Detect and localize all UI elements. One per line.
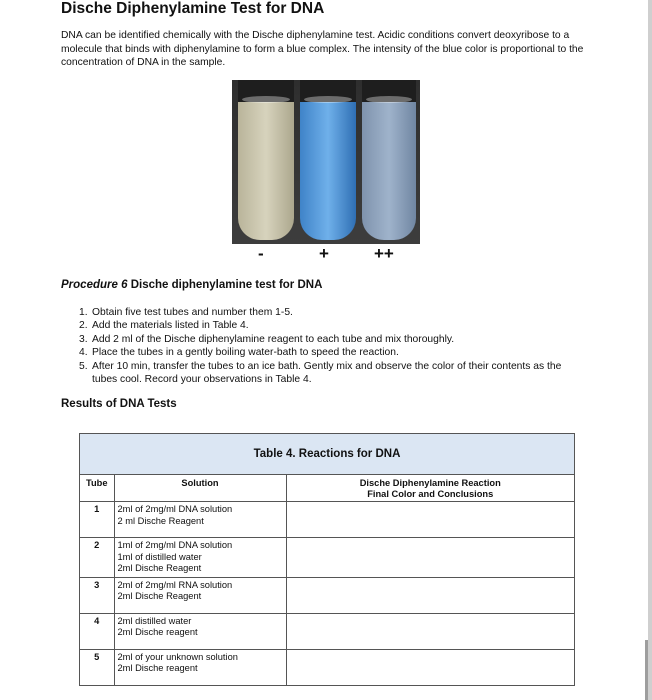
solution-cell bbox=[114, 649, 286, 685]
step-item bbox=[79, 360, 589, 387]
step-item bbox=[79, 333, 589, 346]
solution-line: 1ml of 2mg/ml DNA solution bbox=[117, 540, 233, 550]
observation-cell[interactable] bbox=[286, 577, 574, 613]
solution-line: 1ml of distilled water bbox=[117, 551, 202, 562]
solution-cell bbox=[114, 502, 286, 538]
intro-paragraph: DNA can be identified chemically with the Dische diphenylamine test. Acidic conditions convert deoxyribose to a molecule that binds with diphenylamine to form a blue complex. The intensity of the blue color is proportional to the concentration of DNA in the sample. bbox=[61, 30, 584, 68]
tube-number: 1 bbox=[80, 502, 114, 538]
tube-label-positive: + bbox=[319, 244, 329, 263]
page-title: Dische Diphenylamine Test for DNA bbox=[61, 0, 325, 17]
header-reaction-line2: Final Color and Conclusions bbox=[367, 488, 494, 499]
page-edge-shadow-dark bbox=[645, 640, 648, 700]
step-item bbox=[79, 306, 589, 319]
observation-cell[interactable] bbox=[286, 649, 574, 685]
step-text: Add the materials listed in Table 4. bbox=[92, 320, 249, 332]
tube-double-positive bbox=[362, 80, 416, 240]
step-number: 4. bbox=[79, 347, 88, 359]
step-item bbox=[79, 346, 589, 359]
step-number: 5. bbox=[79, 360, 88, 372]
table-row bbox=[80, 613, 574, 649]
table-caption: Table 4. Reactions for DNA bbox=[80, 434, 574, 475]
tube-label-negative: - bbox=[258, 244, 264, 263]
solution-line: 2ml Dische Reagent bbox=[117, 563, 202, 573]
step-item bbox=[79, 319, 589, 332]
procedure-title: Dische diphenylamine test for DNA bbox=[130, 279, 323, 291]
header-solution: Solution bbox=[114, 475, 286, 502]
header-reaction bbox=[286, 475, 574, 502]
step-number: 1. bbox=[79, 307, 88, 318]
table-row bbox=[80, 649, 574, 685]
page-edge-shadow bbox=[648, 0, 652, 700]
step-number: 2. bbox=[79, 320, 88, 332]
step-text: Obtain five test tubes and number them 1-5. bbox=[92, 307, 293, 318]
observation-cell[interactable] bbox=[286, 613, 574, 649]
step-text: Add 2 ml of the Dische diphenylamine reagent to each tube and mix thoroughly. bbox=[92, 333, 455, 345]
solution-line: 2ml Dische reagent bbox=[117, 627, 198, 637]
observation-cell[interactable] bbox=[286, 502, 574, 538]
solution-line: 2ml distilled water bbox=[117, 615, 192, 626]
reactions-table bbox=[79, 433, 575, 686]
reactions-grid bbox=[80, 475, 574, 685]
procedure-heading bbox=[61, 279, 322, 291]
step-number: 3. bbox=[79, 333, 88, 345]
header-reaction-line1: Dische Diphenylamine Reaction bbox=[359, 478, 501, 488]
solution-cell bbox=[114, 613, 286, 649]
solution-cell bbox=[114, 538, 286, 578]
table-row bbox=[80, 502, 574, 538]
tube-number: 5 bbox=[80, 649, 114, 685]
solution-cell bbox=[114, 577, 286, 613]
solution-line: 2 ml Dische Reagent bbox=[117, 515, 204, 526]
header-tube: Tube bbox=[80, 475, 114, 502]
observation-cell[interactable] bbox=[286, 538, 574, 578]
tube-label-double-positive: ++ bbox=[374, 244, 394, 263]
tube-number: 3 bbox=[80, 577, 114, 613]
tube-positive bbox=[300, 80, 356, 240]
step-text: After 10 min, transfer the tubes to an ice bath. Gently mix and observe the color of their contents as the tubes cool. Record your observations in Table 4. bbox=[92, 360, 562, 386]
tube-number: 4 bbox=[80, 613, 114, 649]
solution-line: 2ml of 2mg/ml RNA solution bbox=[117, 579, 233, 590]
solution-line: 2ml of 2mg/ml DNA solution bbox=[117, 504, 233, 514]
step-text: Place the tubes in a gently boiling water-bath to speed the reaction. bbox=[92, 347, 399, 359]
tube-negative bbox=[238, 80, 294, 240]
procedure-steps bbox=[79, 306, 589, 386]
table-header-row bbox=[80, 475, 574, 502]
solution-line: 2ml Dische Reagent bbox=[117, 591, 202, 601]
test-tubes-photo bbox=[232, 80, 420, 244]
solution-line: 2ml Dische reagent bbox=[117, 663, 198, 673]
solution-line: 2ml of your unknown solution bbox=[117, 651, 238, 662]
results-heading: Results of DNA Tests bbox=[61, 398, 177, 410]
table-row bbox=[80, 577, 574, 613]
tube-number: 2 bbox=[80, 538, 114, 578]
procedure-number: Procedure 6 bbox=[61, 279, 128, 291]
table-row bbox=[80, 538, 574, 578]
